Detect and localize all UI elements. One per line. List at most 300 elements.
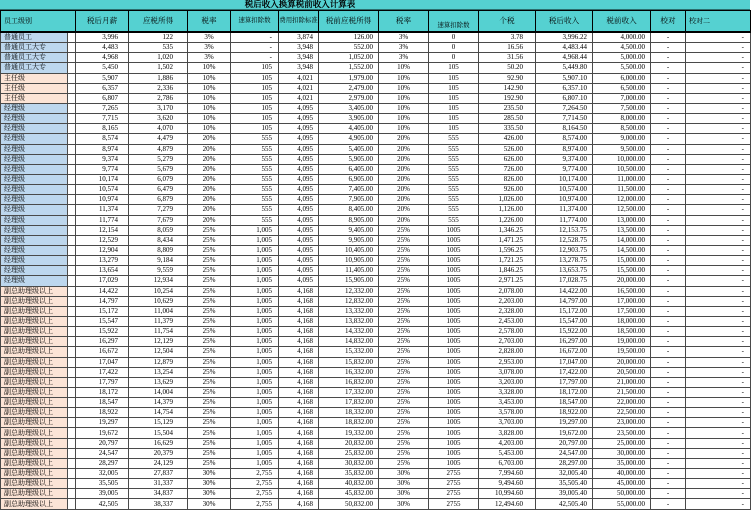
cell-pretax-taxable-income[interactable]: 11,405.00 [319, 266, 379, 276]
cell-check[interactable]: - [651, 489, 686, 499]
cell-after-tax-income[interactable]: 5,449.80 [536, 63, 593, 73]
cell-after-tax-income[interactable]: 8,574.00 [536, 134, 593, 144]
cell-quick-deduction-2[interactable]: 1005 [429, 428, 479, 438]
cell-expense-deduction-standard[interactable]: 4,021 [279, 83, 319, 93]
cell-tax-rate-2[interactable]: 10% [379, 103, 429, 113]
cell-tax-rate-2[interactable]: 25% [379, 256, 429, 266]
cell-quick-deduction-2[interactable]: 555 [429, 164, 479, 174]
cell-taxable-income[interactable]: 1,020 [129, 53, 188, 63]
cell-quick-deduction-2[interactable]: 1005 [429, 235, 479, 245]
cell-expense-deduction-standard[interactable]: 4,095 [279, 154, 319, 164]
cell-after-tax-monthly-salary[interactable]: 15,547 [76, 316, 129, 326]
cell-pretax-income[interactable]: 9,000.00 [593, 134, 651, 144]
cell-pretax-income[interactable]: 13,000.00 [593, 215, 651, 225]
cell-taxable-income[interactable]: 24,129 [129, 458, 188, 468]
cell-pretax-taxable-income[interactable]: 1,052.00 [319, 53, 379, 63]
cell-check-2[interactable]: - [686, 235, 751, 245]
cell-pretax-income[interactable]: 12,000.00 [593, 195, 651, 205]
cell-check[interactable]: - [651, 367, 686, 377]
cell-employee-level[interactable]: 经理级 [1, 134, 68, 144]
cell-pretax-taxable-income[interactable]: 17,332.00 [319, 387, 379, 397]
cell-spacer[interactable] [68, 387, 76, 397]
cell-spacer[interactable] [68, 276, 76, 286]
cell-quick-deduction-2[interactable]: 105 [429, 73, 479, 83]
cell-pretax-income[interactable]: 25,000.00 [593, 438, 651, 448]
cell-taxable-income[interactable]: 4,879 [129, 144, 188, 154]
cell-check-2[interactable]: - [686, 63, 751, 73]
cell-taxable-income[interactable]: 1,886 [129, 73, 188, 83]
cell-after-tax-monthly-salary[interactable]: 20,797 [76, 438, 129, 448]
cell-after-tax-monthly-salary[interactable]: 6,357 [76, 83, 129, 93]
cell-quick-deduction-2[interactable]: 1005 [429, 367, 479, 377]
column-header-tax-rate-2[interactable]: 税率 [379, 11, 429, 33]
cell-spacer[interactable] [68, 266, 76, 276]
cell-quick-deduction[interactable]: 1,005 [231, 428, 279, 438]
cell-pretax-taxable-income[interactable]: 7,405.00 [319, 185, 379, 195]
cell-after-tax-monthly-salary[interactable]: 28,297 [76, 458, 129, 468]
cell-check[interactable]: - [651, 458, 686, 468]
cell-taxable-income[interactable]: 12,879 [129, 357, 188, 367]
cell-quick-deduction[interactable]: 1,005 [231, 408, 279, 418]
cell-after-tax-monthly-salary[interactable]: 17,029 [76, 276, 129, 286]
cell-taxable-income[interactable]: 8,434 [129, 235, 188, 245]
cell-quick-deduction-2[interactable]: 1005 [429, 296, 479, 306]
cell-quick-deduction[interactable]: 1,005 [231, 225, 279, 235]
cell-tax-rate-2[interactable]: 25% [379, 347, 429, 357]
cell-quick-deduction-2[interactable]: 2755 [429, 479, 479, 489]
cell-after-tax-monthly-salary[interactable]: 4,483 [76, 43, 129, 53]
cell-check-2[interactable]: - [686, 428, 751, 438]
cell-check-2[interactable]: - [686, 327, 751, 337]
cell-pretax-taxable-income[interactable]: 17,832.00 [319, 398, 379, 408]
cell-individual-tax[interactable]: 142.90 [479, 83, 536, 93]
cell-tax-rate-2[interactable]: 20% [379, 154, 429, 164]
cell-check[interactable]: - [651, 327, 686, 337]
cell-pretax-taxable-income[interactable]: 45,832.00 [319, 489, 379, 499]
cell-individual-tax[interactable]: 1,846.25 [479, 266, 536, 276]
cell-pretax-taxable-income[interactable]: 30,832.00 [319, 458, 379, 468]
cell-individual-tax[interactable]: 50.20 [479, 63, 536, 73]
cell-check-2[interactable]: - [686, 53, 751, 63]
cell-after-tax-monthly-salary[interactable]: 16,297 [76, 337, 129, 347]
cell-employee-level[interactable]: 副总助理级以上 [1, 448, 68, 458]
cell-tax-rate[interactable]: 3% [188, 53, 231, 63]
cell-tax-rate[interactable]: 30% [188, 469, 231, 479]
cell-tax-rate[interactable]: 25% [188, 296, 231, 306]
column-header-individual-tax[interactable]: 个税 [479, 11, 536, 33]
cell-tax-rate[interactable]: 25% [188, 418, 231, 428]
cell-tax-rate[interactable]: 25% [188, 438, 231, 448]
cell-quick-deduction[interactable]: 1,005 [231, 377, 279, 387]
cell-tax-rate[interactable]: 25% [188, 276, 231, 286]
cell-individual-tax[interactable]: 2,203.00 [479, 296, 536, 306]
cell-tax-rate-2[interactable]: 30% [379, 499, 429, 509]
cell-check-2[interactable]: - [686, 73, 751, 83]
cell-quick-deduction[interactable]: - [231, 32, 279, 43]
cell-after-tax-monthly-salary[interactable]: 15,172 [76, 306, 129, 316]
cell-pretax-taxable-income[interactable]: 15,832.00 [319, 357, 379, 367]
cell-tax-rate-2[interactable]: 25% [379, 387, 429, 397]
cell-tax-rate[interactable]: 10% [188, 93, 231, 103]
cell-after-tax-income[interactable]: 14,422.00 [536, 286, 593, 296]
cell-quick-deduction[interactable]: 1,005 [231, 357, 279, 367]
cell-after-tax-income[interactable]: 11,374.00 [536, 205, 593, 215]
cell-pretax-taxable-income[interactable]: 14,832.00 [319, 337, 379, 347]
cell-spacer[interactable] [68, 103, 76, 113]
cell-taxable-income[interactable]: 31,337 [129, 479, 188, 489]
cell-tax-rate[interactable]: 25% [188, 256, 231, 266]
cell-quick-deduction-2[interactable]: 1005 [429, 408, 479, 418]
cell-after-tax-monthly-salary[interactable]: 8,574 [76, 134, 129, 144]
cell-check-2[interactable]: - [686, 245, 751, 255]
cell-spacer[interactable] [68, 469, 76, 479]
cell-employee-level[interactable]: 普通员工大专 [1, 63, 68, 73]
cell-tax-rate-2[interactable]: 10% [379, 63, 429, 73]
cell-expense-deduction-standard[interactable]: 4,168 [279, 408, 319, 418]
cell-pretax-taxable-income[interactable]: 9,405.00 [319, 225, 379, 235]
cell-quick-deduction-2[interactable]: 105 [429, 83, 479, 93]
cell-individual-tax[interactable]: 192.90 [479, 93, 536, 103]
cell-expense-deduction-standard[interactable]: 4,021 [279, 93, 319, 103]
cell-individual-tax[interactable]: 2,328.00 [479, 306, 536, 316]
cell-taxable-income[interactable]: 4,479 [129, 134, 188, 144]
cell-employee-level[interactable]: 副总助理级以上 [1, 418, 68, 428]
cell-tax-rate[interactable]: 25% [188, 428, 231, 438]
cell-tax-rate[interactable]: 30% [188, 479, 231, 489]
cell-tax-rate-2[interactable]: 25% [379, 337, 429, 347]
cell-tax-rate-2[interactable]: 25% [379, 458, 429, 468]
cell-after-tax-income[interactable]: 18,172.00 [536, 387, 593, 397]
cell-pretax-income[interactable]: 50,000.00 [593, 489, 651, 499]
cell-expense-deduction-standard[interactable]: 4,021 [279, 73, 319, 83]
cell-quick-deduction[interactable]: - [231, 43, 279, 53]
cell-quick-deduction-2[interactable]: 0 [429, 43, 479, 53]
cell-check[interactable]: - [651, 124, 686, 134]
cell-pretax-income[interactable]: 9,500.00 [593, 144, 651, 154]
cell-after-tax-monthly-salary[interactable]: 19,672 [76, 428, 129, 438]
cell-pretax-income[interactable]: 4,500.00 [593, 43, 651, 53]
cell-tax-rate[interactable]: 25% [188, 347, 231, 357]
cell-after-tax-income[interactable]: 15,172.00 [536, 306, 593, 316]
cell-quick-deduction[interactable]: 1,005 [231, 367, 279, 377]
cell-expense-deduction-standard[interactable]: 4,095 [279, 266, 319, 276]
cell-employee-level[interactable]: 经理级 [1, 215, 68, 225]
cell-employee-level[interactable]: 副总助理级以上 [1, 347, 68, 357]
cell-tax-rate-2[interactable]: 25% [379, 428, 429, 438]
cell-quick-deduction[interactable]: 1,005 [231, 458, 279, 468]
cell-tax-rate-2[interactable]: 3% [379, 53, 429, 63]
cell-after-tax-income[interactable]: 7,714.50 [536, 114, 593, 124]
cell-taxable-income[interactable]: 5,679 [129, 164, 188, 174]
cell-check-2[interactable]: - [686, 357, 751, 367]
cell-tax-rate-2[interactable]: 25% [379, 377, 429, 387]
cell-expense-deduction-standard[interactable]: 4,095 [279, 195, 319, 205]
cell-check-2[interactable]: - [686, 114, 751, 124]
cell-taxable-income[interactable]: 38,337 [129, 499, 188, 509]
cell-after-tax-income[interactable]: 17,047.00 [536, 357, 593, 367]
cell-individual-tax[interactable]: 3,453.00 [479, 398, 536, 408]
cell-employee-level[interactable]: 副总助理级以上 [1, 438, 68, 448]
cell-quick-deduction-2[interactable]: 105 [429, 114, 479, 124]
column-header-check[interactable]: 校对 [651, 11, 686, 33]
cell-employee-level[interactable]: 经理级 [1, 114, 68, 124]
cell-individual-tax[interactable]: 1,471.25 [479, 235, 536, 245]
cell-employee-level[interactable]: 副总助理级以上 [1, 479, 68, 489]
cell-individual-tax[interactable]: 1,721.25 [479, 256, 536, 266]
cell-after-tax-monthly-salary[interactable]: 6,807 [76, 93, 129, 103]
cell-check-2[interactable]: - [686, 144, 751, 154]
cell-check[interactable]: - [651, 408, 686, 418]
cell-quick-deduction[interactable]: 555 [231, 195, 279, 205]
cell-check[interactable]: - [651, 256, 686, 266]
cell-pretax-income[interactable]: 20,000.00 [593, 357, 651, 367]
cell-tax-rate[interactable]: 25% [188, 235, 231, 245]
cell-pretax-taxable-income[interactable]: 3,905.00 [319, 114, 379, 124]
cell-tax-rate[interactable]: 25% [188, 448, 231, 458]
cell-tax-rate-2[interactable]: 3% [379, 32, 429, 43]
cell-taxable-income[interactable]: 13,629 [129, 377, 188, 387]
cell-after-tax-income[interactable]: 32,005.40 [536, 469, 593, 479]
cell-individual-tax[interactable]: 726.00 [479, 164, 536, 174]
cell-quick-deduction[interactable]: 555 [231, 215, 279, 225]
cell-taxable-income[interactable]: 20,379 [129, 448, 188, 458]
cell-quick-deduction-2[interactable]: 105 [429, 124, 479, 134]
cell-pretax-income[interactable]: 45,000.00 [593, 479, 651, 489]
cell-employee-level[interactable]: 经理级 [1, 185, 68, 195]
cell-taxable-income[interactable]: 15,504 [129, 428, 188, 438]
cell-tax-rate-2[interactable]: 25% [379, 438, 429, 448]
cell-pretax-income[interactable]: 19,000.00 [593, 337, 651, 347]
cell-after-tax-monthly-salary[interactable]: 3,996 [76, 32, 129, 43]
cell-pretax-taxable-income[interactable]: 19,332.00 [319, 428, 379, 438]
cell-individual-tax[interactable]: 826.00 [479, 174, 536, 184]
cell-taxable-income[interactable]: 13,254 [129, 367, 188, 377]
cell-check-2[interactable]: - [686, 134, 751, 144]
cell-taxable-income[interactable]: 7,679 [129, 215, 188, 225]
cell-tax-rate[interactable]: 20% [188, 134, 231, 144]
cell-check[interactable]: - [651, 266, 686, 276]
cell-employee-level[interactable]: 经理级 [1, 154, 68, 164]
cell-taxable-income[interactable]: 9,184 [129, 256, 188, 266]
cell-pretax-income[interactable]: 21,000.00 [593, 377, 651, 387]
cell-quick-deduction[interactable]: 1,005 [231, 256, 279, 266]
cell-pretax-taxable-income[interactable]: 5,905.00 [319, 154, 379, 164]
cell-tax-rate-2[interactable]: 25% [379, 398, 429, 408]
cell-after-tax-income[interactable]: 16,297.00 [536, 337, 593, 347]
cell-check-2[interactable]: - [686, 215, 751, 225]
cell-pretax-taxable-income[interactable]: 6,405.00 [319, 164, 379, 174]
cell-quick-deduction-2[interactable]: 555 [429, 144, 479, 154]
cell-taxable-income[interactable]: 122 [129, 32, 188, 43]
cell-pretax-income[interactable]: 30,000.00 [593, 448, 651, 458]
cell-check-2[interactable]: - [686, 408, 751, 418]
cell-pretax-taxable-income[interactable]: 5,405.00 [319, 144, 379, 154]
cell-employee-level[interactable]: 经理级 [1, 195, 68, 205]
cell-taxable-income[interactable]: 10,254 [129, 286, 188, 296]
cell-after-tax-income[interactable]: 7,264.50 [536, 103, 593, 113]
cell-expense-deduction-standard[interactable]: 4,168 [279, 377, 319, 387]
cell-tax-rate[interactable]: 20% [188, 215, 231, 225]
cell-tax-rate-2[interactable]: 10% [379, 93, 429, 103]
cell-tax-rate[interactable]: 20% [188, 174, 231, 184]
cell-pretax-income[interactable]: 4,000.00 [593, 32, 651, 43]
cell-quick-deduction-2[interactable]: 1005 [429, 266, 479, 276]
cell-pretax-income[interactable]: 5,500.00 [593, 63, 651, 73]
cell-check[interactable]: - [651, 398, 686, 408]
cell-after-tax-income[interactable]: 10,574.00 [536, 185, 593, 195]
cell-tax-rate[interactable]: 25% [188, 286, 231, 296]
cell-expense-deduction-standard[interactable]: 4,095 [279, 174, 319, 184]
cell-expense-deduction-standard[interactable]: 4,168 [279, 489, 319, 499]
cell-pretax-income[interactable]: 18,500.00 [593, 327, 651, 337]
cell-employee-level[interactable]: 经理级 [1, 276, 68, 286]
cell-spacer[interactable] [68, 418, 76, 428]
cell-check[interactable]: - [651, 306, 686, 316]
cell-employee-level[interactable]: 经理级 [1, 235, 68, 245]
cell-after-tax-income[interactable]: 9,374.00 [536, 154, 593, 164]
cell-quick-deduction[interactable]: 555 [231, 205, 279, 215]
cell-tax-rate-2[interactable]: 25% [379, 286, 429, 296]
cell-spacer[interactable] [68, 438, 76, 448]
cell-tax-rate-2[interactable]: 25% [379, 266, 429, 276]
cell-check-2[interactable]: - [686, 43, 751, 53]
cell-expense-deduction-standard[interactable]: 4,095 [279, 144, 319, 154]
cell-tax-rate[interactable]: 25% [188, 337, 231, 347]
cell-expense-deduction-standard[interactable]: 3,874 [279, 32, 319, 43]
cell-pretax-income[interactable]: 14,000.00 [593, 235, 651, 245]
cell-expense-deduction-standard[interactable]: 4,168 [279, 458, 319, 468]
cell-expense-deduction-standard[interactable]: 4,168 [279, 357, 319, 367]
cell-individual-tax[interactable]: 9,494.60 [479, 479, 536, 489]
cell-quick-deduction[interactable]: 1,005 [231, 448, 279, 458]
cell-after-tax-income[interactable]: 42,505.40 [536, 499, 593, 509]
cell-check-2[interactable]: - [686, 499, 751, 509]
cell-tax-rate[interactable]: 20% [188, 185, 231, 195]
cell-after-tax-monthly-salary[interactable]: 7,265 [76, 103, 129, 113]
cell-quick-deduction-2[interactable]: 1005 [429, 357, 479, 367]
cell-taxable-income[interactable]: 11,379 [129, 316, 188, 326]
cell-tax-rate-2[interactable]: 10% [379, 73, 429, 83]
cell-after-tax-income[interactable]: 3,996.22 [536, 32, 593, 43]
cell-individual-tax[interactable]: 92.90 [479, 73, 536, 83]
cell-after-tax-monthly-salary[interactable]: 18,547 [76, 398, 129, 408]
cell-spacer[interactable] [68, 448, 76, 458]
cell-check[interactable]: - [651, 469, 686, 479]
cell-individual-tax[interactable]: 2,953.00 [479, 357, 536, 367]
cell-pretax-taxable-income[interactable]: 552.00 [319, 43, 379, 53]
cell-quick-deduction[interactable]: 1,005 [231, 296, 279, 306]
cell-after-tax-monthly-salary[interactable]: 10,174 [76, 174, 129, 184]
cell-employee-level[interactable]: 副总助理级以上 [1, 296, 68, 306]
cell-check-2[interactable]: - [686, 448, 751, 458]
cell-after-tax-income[interactable]: 15,922.00 [536, 327, 593, 337]
cell-employee-level[interactable]: 副总助理级以上 [1, 337, 68, 347]
cell-employee-level[interactable]: 副总助理级以上 [1, 408, 68, 418]
cell-expense-deduction-standard[interactable]: 4,168 [279, 418, 319, 428]
cell-check-2[interactable]: - [686, 387, 751, 397]
cell-quick-deduction-2[interactable]: 1005 [429, 245, 479, 255]
column-header-pretax-taxable-income[interactable]: 税前应税所得 [319, 11, 379, 33]
cell-taxable-income[interactable]: 12,129 [129, 337, 188, 347]
cell-check[interactable]: - [651, 205, 686, 215]
cell-individual-tax[interactable]: 2,828.00 [479, 347, 536, 357]
cell-pretax-taxable-income[interactable]: 12,832.00 [319, 296, 379, 306]
column-header-quick-deduction-2[interactable]: 速算扣除数 [429, 11, 479, 33]
cell-expense-deduction-standard[interactable]: 4,168 [279, 296, 319, 306]
cell-tax-rate-2[interactable]: 20% [379, 205, 429, 215]
cell-check[interactable]: - [651, 286, 686, 296]
cell-pretax-income[interactable]: 10,000.00 [593, 154, 651, 164]
cell-spacer[interactable] [68, 195, 76, 205]
column-header-after-tax-monthly-salary[interactable]: 税后月薪 [76, 11, 129, 33]
cell-spacer[interactable] [68, 114, 76, 124]
cell-quick-deduction-2[interactable]: 1005 [429, 458, 479, 468]
cell-expense-deduction-standard[interactable]: 4,095 [279, 245, 319, 255]
cell-after-tax-income[interactable]: 6,357.10 [536, 83, 593, 93]
cell-individual-tax[interactable]: 235.50 [479, 103, 536, 113]
cell-after-tax-income[interactable]: 8,974.00 [536, 144, 593, 154]
cell-tax-rate-2[interactable]: 25% [379, 306, 429, 316]
cell-after-tax-income[interactable]: 28,297.00 [536, 458, 593, 468]
cell-quick-deduction[interactable]: 1,005 [231, 316, 279, 326]
cell-quick-deduction[interactable]: 555 [231, 164, 279, 174]
cell-tax-rate[interactable]: 25% [188, 357, 231, 367]
cell-taxable-income[interactable]: 3,170 [129, 103, 188, 113]
cell-quick-deduction-2[interactable]: 1005 [429, 225, 479, 235]
cell-quick-deduction[interactable]: - [231, 53, 279, 63]
cell-after-tax-income[interactable]: 17,028.75 [536, 276, 593, 286]
cell-check[interactable]: - [651, 32, 686, 43]
cell-tax-rate[interactable]: 25% [188, 398, 231, 408]
cell-after-tax-monthly-salary[interactable]: 35,505 [76, 479, 129, 489]
cell-employee-level[interactable]: 经理级 [1, 245, 68, 255]
cell-check[interactable]: - [651, 73, 686, 83]
cell-quick-deduction-2[interactable]: 1005 [429, 347, 479, 357]
cell-tax-rate-2[interactable]: 20% [379, 215, 429, 225]
cell-individual-tax[interactable]: 285.50 [479, 114, 536, 124]
cell-tax-rate[interactable]: 25% [188, 225, 231, 235]
cell-after-tax-income[interactable]: 10,174.00 [536, 174, 593, 184]
cell-taxable-income[interactable]: 5,279 [129, 154, 188, 164]
cell-pretax-income[interactable]: 20,500.00 [593, 367, 651, 377]
cell-employee-level[interactable]: 副总助理级以上 [1, 499, 68, 509]
cell-after-tax-monthly-salary[interactable]: 42,505 [76, 499, 129, 509]
cell-check[interactable]: - [651, 215, 686, 225]
cell-after-tax-monthly-salary[interactable]: 18,172 [76, 387, 129, 397]
cell-individual-tax[interactable]: 2,703.00 [479, 337, 536, 347]
cell-expense-deduction-standard[interactable]: 4,095 [279, 205, 319, 215]
cell-individual-tax[interactable]: 3.78 [479, 32, 536, 43]
cell-taxable-income[interactable]: 2,786 [129, 93, 188, 103]
cell-quick-deduction-2[interactable]: 1005 [429, 256, 479, 266]
cell-check[interactable]: - [651, 83, 686, 93]
cell-pretax-income[interactable]: 55,000.00 [593, 499, 651, 509]
cell-pretax-income[interactable]: 21,500.00 [593, 387, 651, 397]
cell-tax-rate-2[interactable]: 20% [379, 174, 429, 184]
cell-check-2[interactable]: - [686, 296, 751, 306]
cell-quick-deduction-2[interactable]: 105 [429, 63, 479, 73]
cell-after-tax-income[interactable]: 14,797.00 [536, 296, 593, 306]
column-header-check-2[interactable]: 校对二 [686, 11, 751, 33]
cell-individual-tax[interactable]: 3,828.00 [479, 428, 536, 438]
cell-pretax-taxable-income[interactable]: 18,832.00 [319, 418, 379, 428]
cell-pretax-taxable-income[interactable]: 4,905.00 [319, 134, 379, 144]
cell-pretax-income[interactable]: 20,000.00 [593, 276, 651, 286]
cell-individual-tax[interactable]: 626.00 [479, 154, 536, 164]
cell-tax-rate-2[interactable]: 25% [379, 418, 429, 428]
cell-expense-deduction-standard[interactable]: 4,095 [279, 114, 319, 124]
cell-pretax-income[interactable]: 23,500.00 [593, 428, 651, 438]
